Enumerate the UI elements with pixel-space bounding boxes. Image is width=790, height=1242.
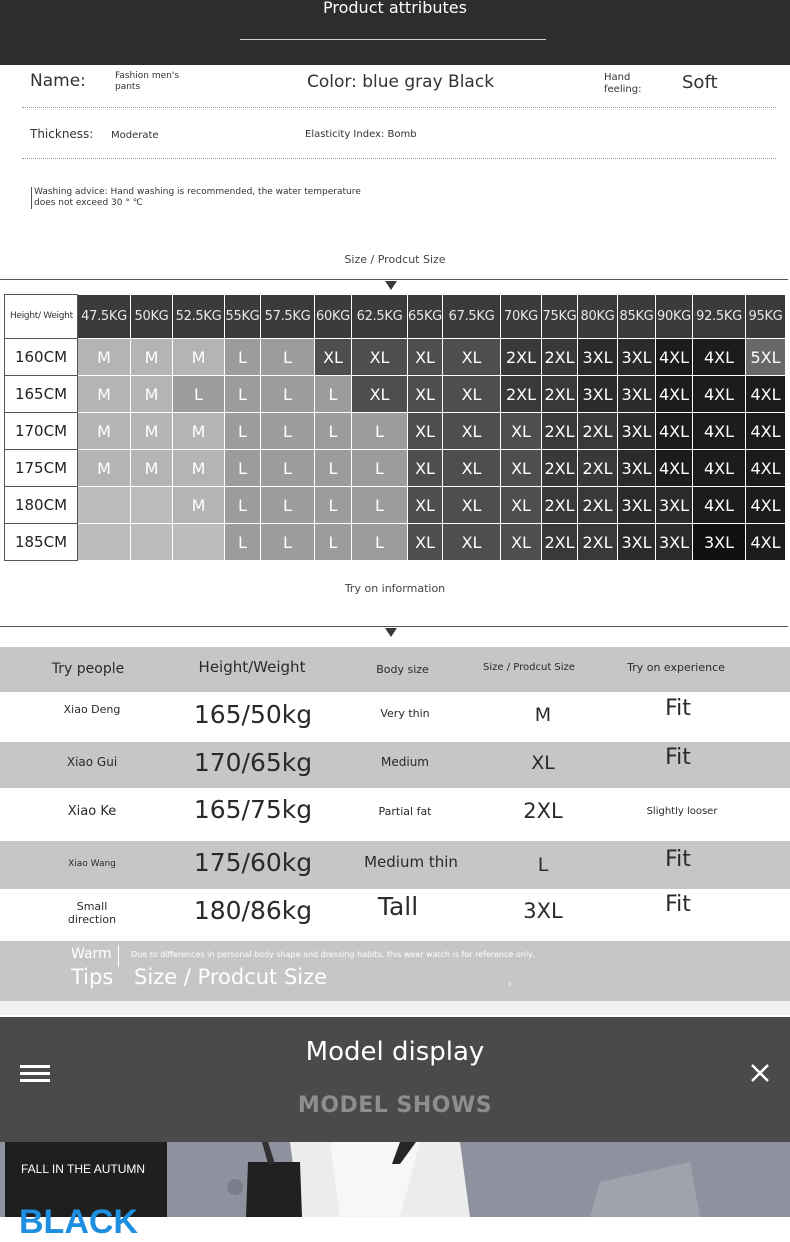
height-cell: 165CM (5, 376, 78, 413)
size-cell: XL (352, 376, 408, 413)
weight-header: 57.5KG (261, 295, 315, 339)
size-chart-row (5, 450, 786, 487)
size-cell (173, 524, 225, 561)
size-cell: XL (315, 339, 352, 376)
size-cell: M (173, 413, 225, 450)
size-cell: M (131, 413, 173, 450)
size-cell: 3XL (578, 376, 618, 413)
menu-icon[interactable] (20, 1065, 50, 1082)
size-cell: 2XL (578, 524, 618, 561)
size-cell: L (352, 413, 408, 450)
thickness-label: Thickness: (30, 127, 94, 141)
size-cell: L (173, 376, 225, 413)
size-cell: L (225, 413, 261, 450)
weight-header: 92.5KG (693, 295, 746, 339)
try-on-row (0, 742, 790, 788)
triangle-marker-icon (385, 628, 397, 637)
size-cell: XL (501, 413, 542, 450)
model-display-section (0, 1017, 790, 1142)
try-on-row (0, 692, 790, 742)
size-cell: 4XL (746, 450, 786, 487)
size-cell: XL (501, 487, 542, 524)
size-cell: XL (443, 413, 501, 450)
size-cell: M (173, 487, 225, 524)
size-cell: 5XL (746, 339, 786, 376)
size-cell: 2XL (501, 376, 542, 413)
size-cell: 4XL (656, 413, 693, 450)
size-chart-corner: Height/ Weight (5, 295, 78, 339)
size-cell: 4XL (746, 524, 786, 561)
size-cell: M (173, 339, 225, 376)
tips-label: Tips (71, 965, 114, 989)
hand-feeling-value: Soft (682, 72, 718, 93)
size-cell: 3XL (618, 450, 656, 487)
size-cell: 2XL (542, 487, 578, 524)
name-value: Fashion men's pants (115, 71, 180, 92)
try-person: Xiao Ke (67, 804, 117, 819)
size-cell: XL (408, 376, 443, 413)
try-body-size: Very thin (380, 707, 430, 720)
try-height-weight: 165/75kg (193, 795, 313, 824)
section-divider (0, 279, 788, 280)
size-cell: M (78, 339, 131, 376)
size-cell: XL (443, 524, 501, 561)
size-cell: 4XL (693, 413, 746, 450)
size-cell: 3XL (693, 524, 746, 561)
banner-word: BLACK (19, 1203, 138, 1241)
size-cell: XL (408, 339, 443, 376)
size-cell: L (225, 339, 261, 376)
size-cell: 2XL (578, 413, 618, 450)
size-cell: 3XL (618, 339, 656, 376)
size-cell: 4XL (656, 450, 693, 487)
weight-header: 80KG (578, 295, 618, 339)
banner-text: FALL IN THE AUTUMN (21, 1162, 146, 1176)
weight-header: 65KG (408, 295, 443, 339)
try-on-header: Try people (51, 661, 125, 677)
hand-feeling-label: Hand feeling: (604, 72, 642, 95)
size-cell: 3XL (656, 524, 693, 561)
try-size: XL (531, 752, 555, 774)
try-on-row (0, 889, 790, 941)
try-person: Xiao Wang (68, 859, 116, 869)
size-cell: 4XL (693, 376, 746, 413)
weight-header: 85KG (618, 295, 656, 339)
size-cell: 2XL (542, 450, 578, 487)
weight-header: 67.5KG (443, 295, 501, 339)
try-on-header: Body size (376, 663, 429, 676)
size-cell: 2XL (542, 339, 578, 376)
size-cell: L (261, 450, 315, 487)
size-cell: L (225, 524, 261, 561)
size-cell: L (352, 524, 408, 561)
try-height-weight: 165/50kg (193, 700, 313, 729)
attribute-divider (22, 107, 776, 108)
color-attribute (307, 72, 494, 92)
size-chart-row (5, 487, 786, 524)
size-cell: XL (443, 339, 501, 376)
height-cell: 185CM (5, 524, 78, 561)
weight-header: 62.5KG (352, 295, 408, 339)
size-cell: 4XL (693, 450, 746, 487)
size-cell: 3XL (578, 339, 618, 376)
triangle-marker-icon (385, 281, 397, 290)
size-cell: 4XL (746, 487, 786, 524)
size-cell (78, 487, 131, 524)
size-chart-row (5, 413, 786, 450)
weight-header: 70KG (501, 295, 542, 339)
size-cell: L (352, 450, 408, 487)
height-cell: 175CM (5, 450, 78, 487)
size-cell: 2XL (578, 487, 618, 524)
size-cell: 2XL (578, 450, 618, 487)
elasticity-index: Elasticity Index: Bomb (305, 129, 417, 140)
tips-note: Due to differences in personal body shape and dressing habits, this wear watch is for reference only, (131, 950, 536, 959)
size-cell: 2XL (542, 376, 578, 413)
size-cell: XL (501, 524, 542, 561)
tips-warm: Warm (71, 946, 112, 962)
size-cell (131, 487, 173, 524)
try-person: Xiao Gui (66, 755, 118, 769)
height-cell: 180CM (5, 487, 78, 524)
tips-strip (0, 1001, 790, 1015)
try-height-weight: 175/60kg (193, 848, 313, 877)
size-cell: L (352, 487, 408, 524)
size-cell: 3XL (618, 376, 656, 413)
color-label: Color: (307, 72, 357, 92)
model-subtitle: MODEL SHOWS (297, 1093, 493, 1118)
try-person: Xiao Deng (63, 703, 121, 716)
size-cell: 4XL (746, 376, 786, 413)
section-divider (0, 626, 788, 627)
size-cell (131, 524, 173, 561)
try-size: M (534, 704, 552, 726)
size-cell: M (173, 450, 225, 487)
try-on-row (0, 841, 790, 889)
size-cell: L (225, 487, 261, 524)
attributes-header (0, 0, 790, 65)
attribute-divider (22, 158, 776, 159)
try-on-header: Size / Prodcut Size (483, 662, 575, 673)
size-chart-row (5, 524, 786, 561)
size-cell: XL (408, 524, 443, 561)
size-chart-title: Size / Prodcut Size (344, 253, 446, 266)
try-on-row (0, 788, 790, 841)
size-cell: L (315, 376, 352, 413)
size-cell: XL (443, 450, 501, 487)
tips-divider (118, 945, 119, 967)
size-cell: M (131, 376, 173, 413)
size-cell: 2XL (542, 413, 578, 450)
size-cell: XL (408, 487, 443, 524)
thickness-value: Moderate (111, 130, 159, 141)
try-height-weight: 180/86kg (193, 896, 313, 925)
weight-header: 55KG (225, 295, 261, 339)
size-cell: 4XL (693, 487, 746, 524)
size-cell: L (225, 376, 261, 413)
size-cell: 4XL (693, 339, 746, 376)
size-cell: M (78, 376, 131, 413)
try-body-size: Tall (377, 892, 419, 921)
try-on-header-row (0, 647, 790, 692)
size-cell: M (131, 339, 173, 376)
size-cell: 2XL (501, 339, 542, 376)
size-chart-header-row (5, 295, 786, 339)
size-cell (78, 524, 131, 561)
size-cell: L (261, 487, 315, 524)
color-value: blue gray Black (362, 72, 495, 92)
size-cell: XL (501, 450, 542, 487)
size-cell: M (78, 413, 131, 450)
warm-tips (0, 941, 790, 1001)
size-cell: 3XL (656, 487, 693, 524)
size-chart-row (5, 376, 786, 413)
tips-subtitle: Size / Prodcut Size (134, 965, 328, 989)
weight-header: 75KG (542, 295, 578, 339)
size-cell: L (315, 487, 352, 524)
size-cell: L (315, 524, 352, 561)
try-experience: Fit (665, 696, 691, 721)
header-title: Product attributes (323, 0, 467, 17)
try-body-size: Partial fat (378, 805, 432, 818)
try-body-size: Medium (381, 755, 429, 769)
height-cell: 160CM (5, 339, 78, 376)
header-divider (240, 39, 546, 40)
weight-header: 52.5KG (173, 295, 225, 339)
size-cell: L (225, 450, 261, 487)
size-cell: L (261, 339, 315, 376)
weight-header: 60KG (315, 295, 352, 339)
size-cell: XL (408, 450, 443, 487)
size-cell: L (261, 376, 315, 413)
size-cell: XL (443, 376, 501, 413)
size-cell: 4XL (746, 413, 786, 450)
try-experience: Fit (665, 745, 691, 770)
size-cell: L (261, 413, 315, 450)
size-chart-row (5, 339, 786, 376)
try-size: 2XL (523, 799, 563, 823)
size-cell: 3XL (618, 487, 656, 524)
weight-header: 47.5KG (78, 295, 131, 339)
size-cell: L (261, 524, 315, 561)
weight-header: 90KG (656, 295, 693, 339)
try-body-size: Medium thin (364, 853, 458, 871)
height-cell: 170CM (5, 413, 78, 450)
try-experience: Slightly looser (646, 806, 718, 817)
size-cell: M (78, 450, 131, 487)
try-experience: Fit (665, 892, 691, 917)
try-person: Small direction (67, 900, 117, 926)
size-cell: 4XL (656, 376, 693, 413)
name-label: Name: (30, 71, 86, 91)
size-cell: M (131, 450, 173, 487)
size-cell: XL (443, 487, 501, 524)
try-size: L (537, 854, 549, 876)
size-cell: 3XL (618, 524, 656, 561)
try-on-header: Try on experience (627, 661, 725, 674)
size-cell: XL (408, 413, 443, 450)
try-height-weight: 170/65kg (193, 748, 313, 777)
size-cell: 3XL (618, 413, 656, 450)
size-cell: 4XL (656, 339, 693, 376)
close-icon[interactable] (748, 1061, 772, 1085)
size-cell: 2XL (542, 524, 578, 561)
washing-advice: Washing advice: Hand washing is recommended, the water temperature does not exceed 30 ° ℃ (31, 187, 376, 209)
model-title: Model display (305, 1037, 485, 1067)
promo-banner (5, 1142, 167, 1241)
weight-header: 95KG (746, 295, 786, 339)
try-on-header: Height/Weight (198, 658, 306, 676)
size-cell: L (315, 450, 352, 487)
size-chart-table (4, 294, 786, 561)
weight-header: 50KG (131, 295, 173, 339)
try-on-title: Try on information (344, 582, 446, 595)
try-size: 3XL (523, 899, 563, 923)
size-cell: XL (352, 339, 408, 376)
tips-mark: › (508, 979, 512, 990)
try-experience: Fit (665, 847, 691, 872)
size-cell: L (315, 413, 352, 450)
